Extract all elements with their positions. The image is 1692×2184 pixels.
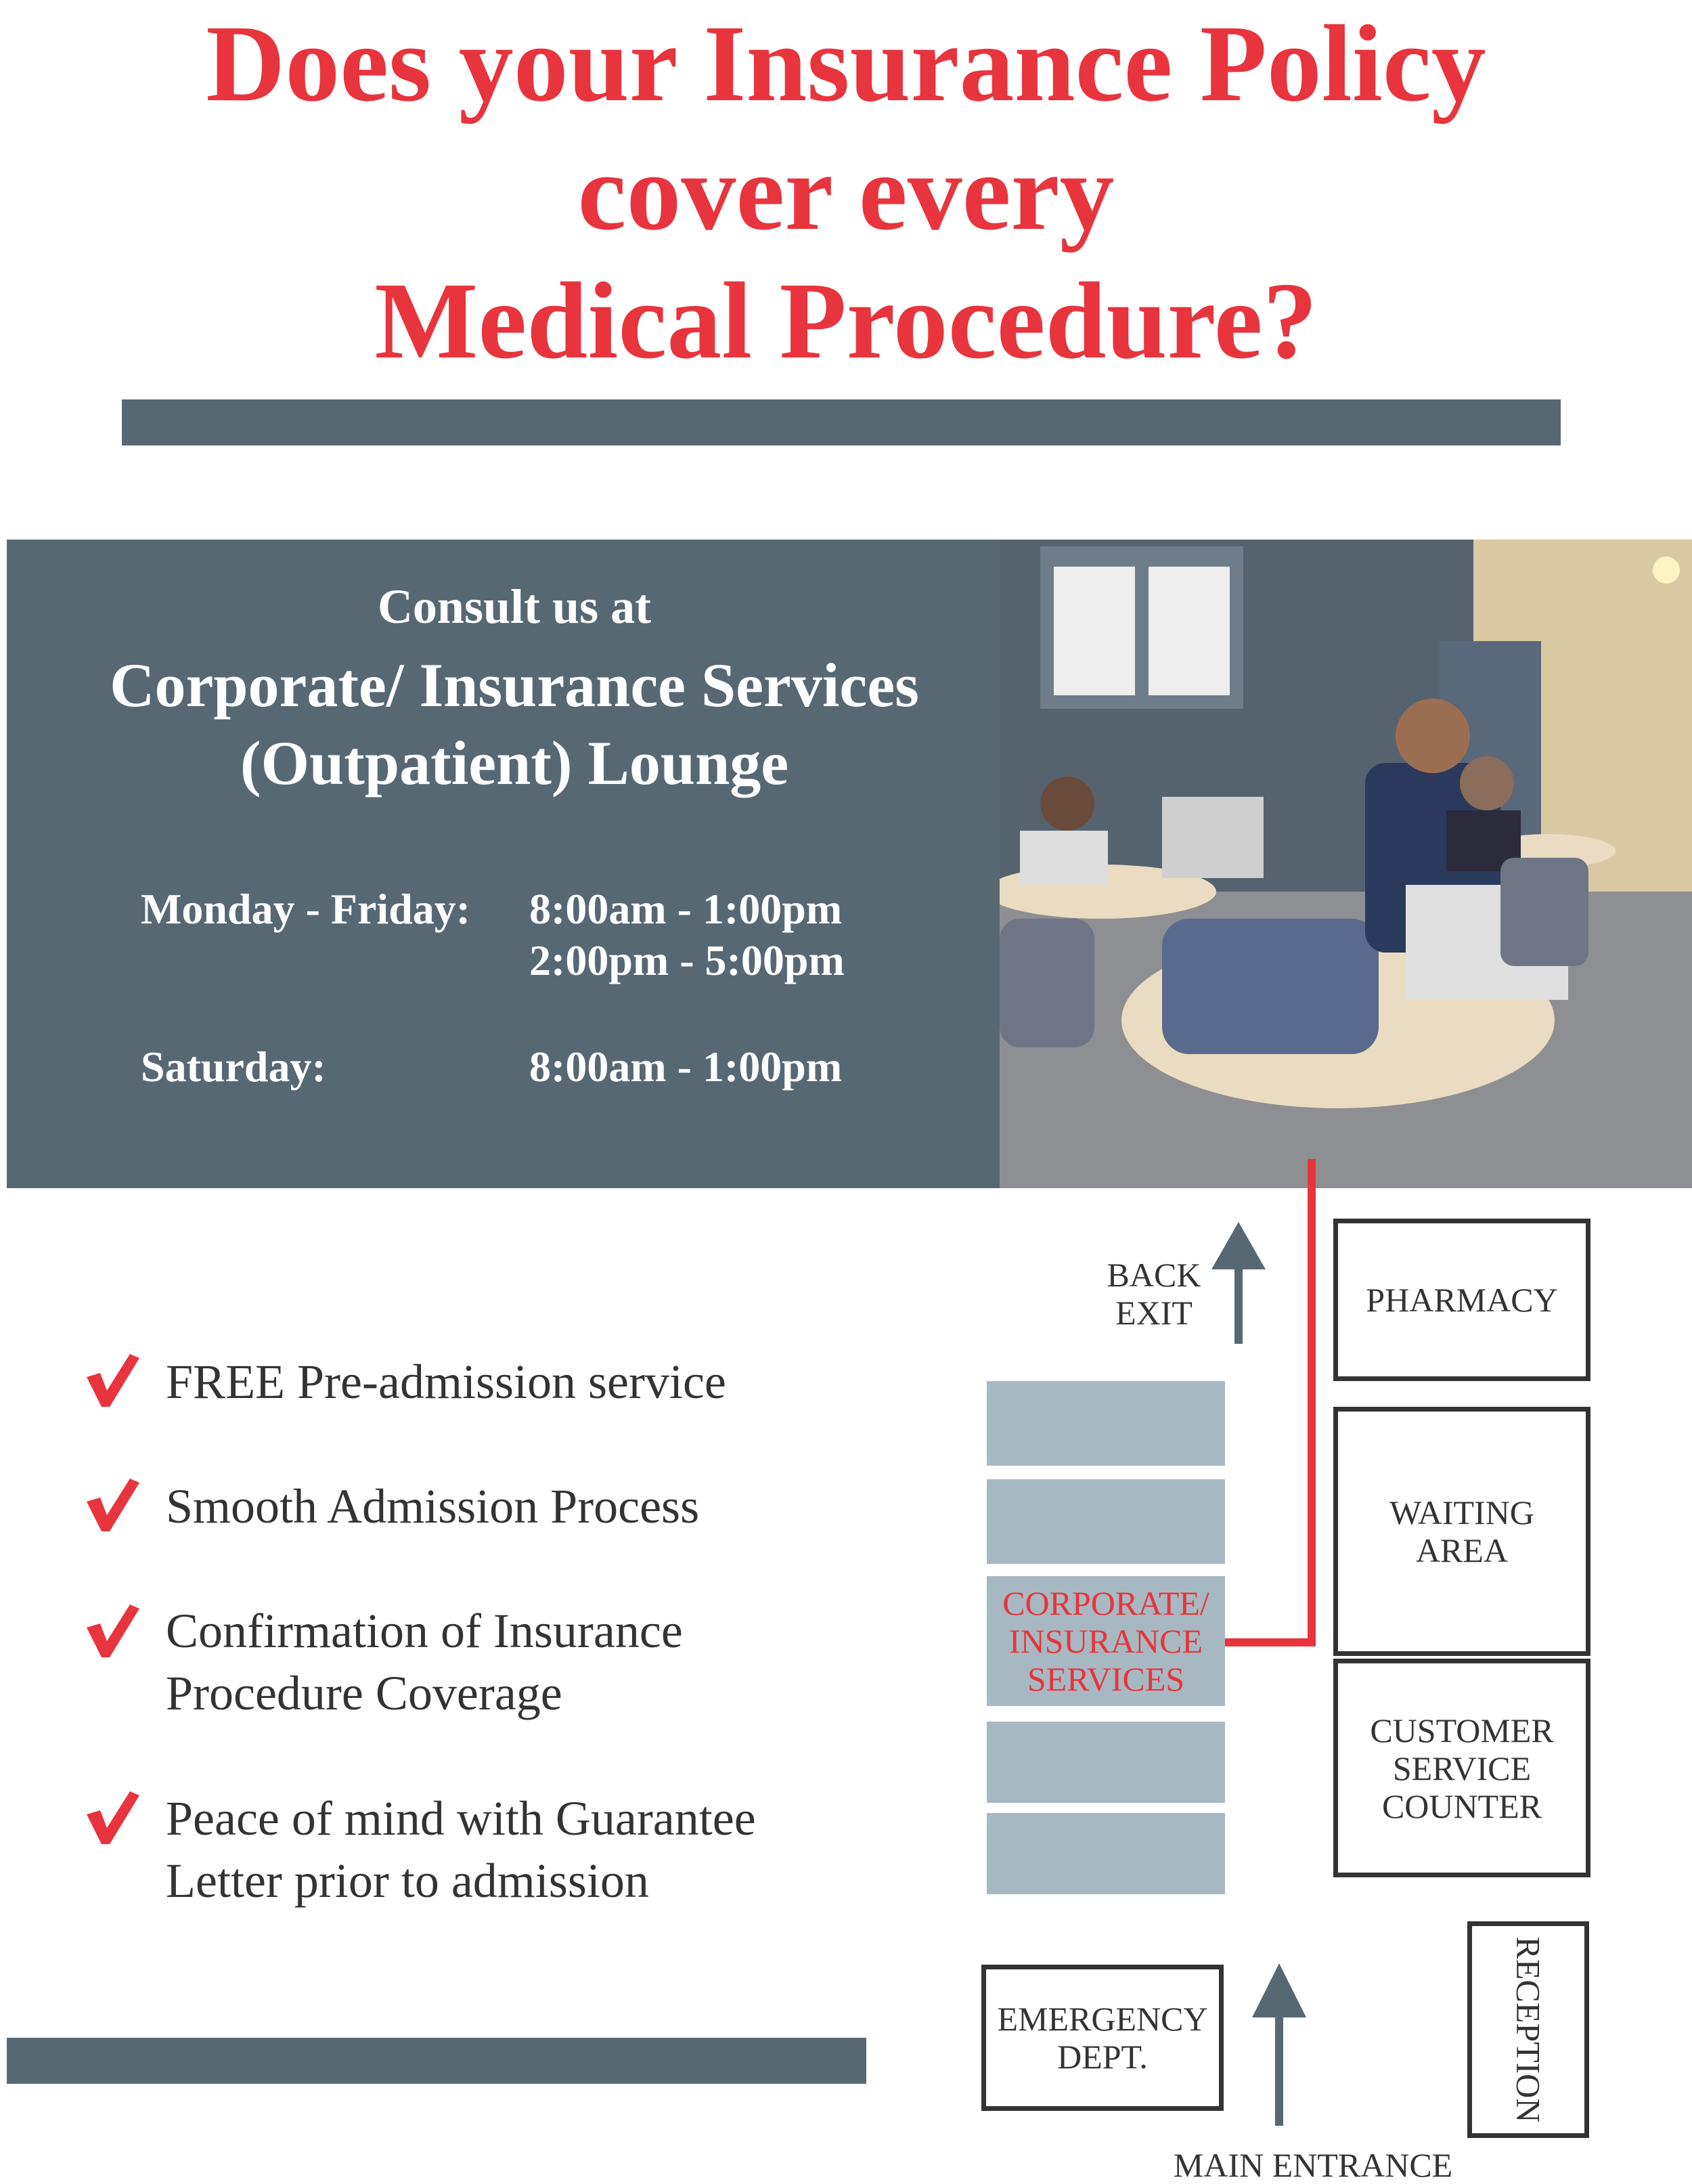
weekday-time-1: 8:00am - 1:00pm	[529, 885, 843, 933]
corporate-line-2: INSURANCE	[1008, 1622, 1203, 1660]
corporate-line-1: CORPORATE/	[1002, 1584, 1209, 1622]
reception-box	[1467, 1921, 1589, 2138]
bottom-divider	[7, 2038, 866, 2084]
emergency-line-1: EMERGENCY	[997, 2000, 1208, 2038]
customer-service-box	[1333, 1659, 1590, 1877]
benefit-3-line-2: Procedure Coverage	[166, 1666, 562, 1720]
emergency-line-2: DEPT.	[1057, 2038, 1148, 2076]
corporate-services-room	[987, 1576, 1225, 1706]
benefit-3-line-1: Confirmation of Insurance	[166, 1604, 683, 1658]
lounge-line-2: (Outpatient) Lounge	[240, 728, 789, 798]
map-room-slot	[987, 1479, 1225, 1564]
red-checkmark-icon	[81, 1786, 142, 1847]
pharmacy-label: PHARMACY	[1366, 1281, 1558, 1319]
benefit-4-line-1: Peace of mind with Guarantee	[166, 1791, 756, 1846]
saturday-time: 8:00am - 1:00pm	[529, 1043, 843, 1091]
customer-service-line-1: CUSTOMER	[1370, 1711, 1554, 1749]
weekday-label: Monday - Friday:	[141, 885, 471, 933]
red-checkmark-icon	[81, 1473, 142, 1534]
back-exit-line-2: EXIT	[1115, 1294, 1193, 1332]
lounge-photo	[1000, 540, 1692, 1188]
customer-service-line-2: SERVICE	[1392, 1749, 1532, 1787]
benefit-4	[166, 1787, 756, 1912]
up-arrow-icon	[1211, 1222, 1266, 1344]
map-room-slot	[987, 1722, 1225, 1803]
red-checkmark-icon	[81, 1349, 142, 1410]
weekday-time-2: 2:00pm - 5:00pm	[529, 936, 845, 984]
saturday-label: Saturday:	[141, 1043, 326, 1091]
benefit-1-line-1: FREE Pre-admission service	[166, 1355, 726, 1409]
headline	[0, 0, 1692, 386]
lounge-line-1: Corporate/ Insurance Services	[110, 651, 919, 720]
consult-heading: Consult us at	[377, 580, 652, 634]
corporate-line-3: SERVICES	[1027, 1660, 1185, 1698]
headline-line-2: cover every	[577, 132, 1115, 253]
back-exit-line-1: BACK	[1107, 1256, 1201, 1294]
waiting-area-box	[1333, 1407, 1590, 1656]
waiting-area-line-2: AREA	[1415, 1531, 1509, 1569]
benefit-3	[166, 1600, 683, 1724]
emergency-dept-box	[981, 1965, 1224, 2111]
map-room-slot	[987, 1813, 1225, 1894]
main-entrance-label: MAIN ENTRANCE	[1173, 2146, 1453, 2184]
benefit-2-line-1: Smooth Admission Process	[166, 1479, 700, 1533]
map-room-slot	[987, 1381, 1225, 1466]
benefit-1	[166, 1351, 726, 1413]
pharmacy-box	[1333, 1219, 1590, 1381]
top-divider	[122, 399, 1561, 445]
reception-label: RECEPTION	[1509, 1936, 1547, 2123]
headline-line-3: Medical Procedure?	[374, 261, 1318, 382]
lounge-photo-illustration	[1000, 540, 1692, 1188]
lounge-name	[7, 647, 1022, 802]
back-exit-label	[1093, 1256, 1215, 1332]
red-checkmark-icon	[81, 1599, 142, 1660]
waiting-area-line-1: WAITING	[1389, 1493, 1534, 1531]
customer-service-line-3: COUNTER	[1381, 1787, 1542, 1825]
up-arrow-icon	[1252, 1963, 1306, 2126]
benefit-2	[166, 1475, 699, 1537]
benefit-4-line-2: Letter prior to admission	[166, 1854, 649, 1908]
headline-line-1: Does your Insurance Policy	[206, 3, 1486, 125]
